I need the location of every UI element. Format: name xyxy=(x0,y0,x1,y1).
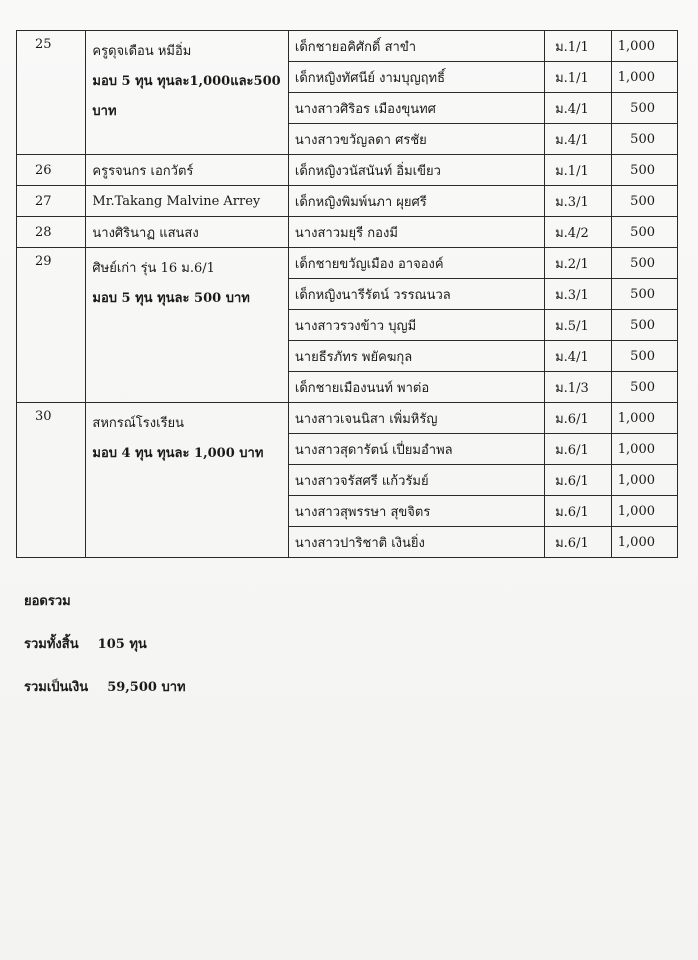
donor-cell xyxy=(86,248,289,403)
donor-name: ครูรจนกร เอกวัตร์ xyxy=(92,163,194,179)
recipient-amount: 1,000 xyxy=(611,62,677,93)
donor-name: ครูดุจเดือน หมีอิ่ม xyxy=(92,44,192,59)
table-row xyxy=(17,217,678,248)
recipient-grade: ม.3/1 xyxy=(545,279,612,310)
recipient-grade: ม.4/2 xyxy=(545,217,612,248)
recipient-name: เด็กหญิงวนัสนันท์ อิ่มเขียว xyxy=(288,155,544,186)
recipient-amount: 1,000 xyxy=(611,434,677,465)
recipient-grade: ม.5/1 xyxy=(545,310,612,341)
recipient-name: นางสาวสุพรรษา สุขจิตร xyxy=(288,496,544,527)
donor-name: ศิษย์เก่า รุ่น 16 ม.6/1 xyxy=(92,261,215,276)
recipient-grade: ม.1/1 xyxy=(545,31,612,62)
table-row xyxy=(17,248,678,279)
recipient-grade: ม.1/3 xyxy=(545,372,612,403)
summary-section xyxy=(24,590,186,719)
recipient-amount: 500 xyxy=(611,248,677,279)
recipient-grade: ม.1/1 xyxy=(545,155,612,186)
recipient-amount: 500 xyxy=(611,217,677,248)
total-grants-line xyxy=(24,633,186,654)
recipient-amount: 1,000 xyxy=(611,31,677,62)
donor-cell xyxy=(86,217,289,248)
donor-name: นางศิรินาฏ แสนสง xyxy=(92,225,199,241)
donor-note: มอบ 4 ทุน ทุนละ 1,000 บาท xyxy=(92,446,264,461)
recipient-grade: ม.6/1 xyxy=(545,496,612,527)
recipient-name: นางสาวสุดารัตน์ เปี่ยมอำพล xyxy=(288,434,544,465)
recipient-grade: ม.6/1 xyxy=(545,434,612,465)
recipient-grade: ม.6/1 xyxy=(545,403,612,434)
donor-name: Mr.Takang Malvine Arrey xyxy=(92,193,261,209)
recipient-amount: 500 xyxy=(611,279,677,310)
scholarship-table xyxy=(16,30,678,558)
group-number: 27 xyxy=(17,186,86,217)
donor-cell xyxy=(86,186,289,217)
total-grants-value: 105 xyxy=(97,637,125,652)
recipient-name: นางสาวจรัสศรี แก้วรัมย์ xyxy=(288,465,544,496)
donor-note: มอบ 5 ทุน ทุนละ1,000และ500 บาท xyxy=(92,74,281,119)
recipient-name: นางสาวขวัญลดา ศรชัย xyxy=(288,124,544,155)
recipient-name: เด็กชายอคิศักดิ์ สาขำ xyxy=(288,31,544,62)
recipient-amount: 500 xyxy=(611,341,677,372)
table-row xyxy=(17,186,678,217)
recipient-amount: 500 xyxy=(611,372,677,403)
scholarship-table-body xyxy=(17,31,678,558)
recipient-amount: 500 xyxy=(611,124,677,155)
table-row xyxy=(17,403,678,434)
recipient-amount: 1,000 xyxy=(611,465,677,496)
recipient-name: เด็กหญิงนารีรัตน์ วรรณนวล xyxy=(288,279,544,310)
donor-cell xyxy=(86,403,289,558)
total-grants-label: รวมทั้งสิ้น xyxy=(24,637,79,652)
donor-name: สหกรณ์โรงเรียน xyxy=(92,416,185,431)
donor-note: มอบ 5 ทุน ทุนละ 500 บาท xyxy=(92,291,250,306)
recipient-name: นางสาวมยุรี กองมี xyxy=(288,217,544,248)
recipient-name: เด็กหญิงทัศนีย์ งามบุญฤทธิ์ xyxy=(288,62,544,93)
recipient-amount: 500 xyxy=(611,186,677,217)
total-money-label: รวมเป็นเงิน xyxy=(24,680,89,695)
recipient-grade: ม.3/1 xyxy=(545,186,612,217)
recipient-grade: ม.4/1 xyxy=(545,341,612,372)
summary-heading: ยอดรวม xyxy=(24,594,71,609)
recipient-grade: ม.4/1 xyxy=(545,124,612,155)
recipient-name: นางสาวเจนนิสา เพิ่มหิรัญ xyxy=(288,403,544,434)
recipient-name: นายธีรภัทร พยัคฆกุล xyxy=(288,341,544,372)
group-number: 25 xyxy=(17,31,86,155)
recipient-name: เด็กชายขวัญเมือง อาจองค์ xyxy=(288,248,544,279)
table-row xyxy=(17,31,678,62)
recipient-name: นางสาวศิริอร เมืองขุนทศ xyxy=(288,93,544,124)
recipient-amount: 1,000 xyxy=(611,496,677,527)
recipient-name: เด็กหญิงพิมพ์นภา ผุยศรี xyxy=(288,186,544,217)
recipient-name: เด็กชายเมืองนนท์ พาต่อ xyxy=(288,372,544,403)
recipient-amount: 1,000 xyxy=(611,403,677,434)
recipient-grade: ม.6/1 xyxy=(545,527,612,558)
total-money-line xyxy=(24,676,186,697)
recipient-grade: ม.6/1 xyxy=(545,465,612,496)
recipient-name: นางสาวรวงข้าว บุญมี xyxy=(288,310,544,341)
donor-cell xyxy=(86,155,289,186)
recipient-grade: ม.1/1 xyxy=(545,62,612,93)
group-number: 26 xyxy=(17,155,86,186)
recipient-name: นางสาวปาริชาติ เงินยิ่ง xyxy=(288,527,544,558)
total-money-unit: บาท xyxy=(161,680,186,695)
total-money-value: 59,500 xyxy=(107,680,157,695)
group-number: 29 xyxy=(17,248,86,403)
table-row xyxy=(17,155,678,186)
recipient-amount: 1,000 xyxy=(611,527,677,558)
group-number: 30 xyxy=(17,403,86,558)
recipient-amount: 500 xyxy=(611,310,677,341)
recipient-amount: 500 xyxy=(611,93,677,124)
group-number: 28 xyxy=(17,217,86,248)
donor-cell xyxy=(86,31,289,155)
recipient-grade: ม.2/1 xyxy=(545,248,612,279)
recipient-grade: ม.4/1 xyxy=(545,93,612,124)
recipient-amount: 500 xyxy=(611,155,677,186)
total-grants-unit: ทุน xyxy=(129,637,147,652)
